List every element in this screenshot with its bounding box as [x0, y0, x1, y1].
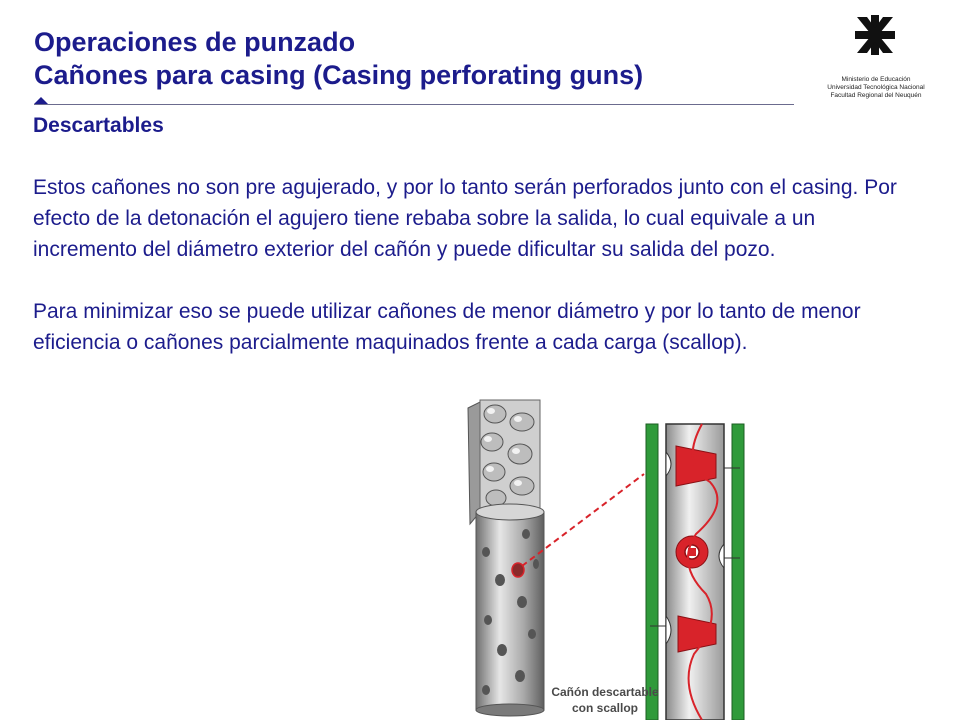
institution-line-2: Universidad Tecnológica Nacional: [827, 84, 925, 91]
perforating-gun-illustration: [440, 394, 770, 720]
caption-line-2: con scallop: [571, 701, 639, 715]
institution-line-1: Ministerio de Educación: [841, 76, 911, 83]
scallop-detail-drawing: [646, 424, 744, 720]
institution-line-3: Facultad Regional del Neuquén: [830, 92, 922, 99]
section-subheading: Descartables: [33, 114, 164, 137]
paragraph-2: Para minimizar eso se puede utilizar cañones de menor diámetro y por lo tanto de menor eficiencia o cañones parcialmente maquinados frente a cada carga (scallop).: [33, 300, 861, 354]
figure-caption: [530, 684, 680, 716]
title-line-1: Operaciones de punzado: [34, 27, 356, 57]
paragraph-1: Estos cañones no son pre agujerado, y por lo tanto serán perforados junto con el casing. Por efecto de la detonación el agujero tiene rebaba sobre la salida, lo cual equivale a un incremento del diámetro exterior del cañón y puede dificultar su salida del pozo.: [33, 176, 897, 261]
utn-logo-icon: [852, 12, 898, 58]
caption-line-1: Cañón descartable: [551, 685, 659, 699]
title-line-2: Cañones para casing (Casing perforating guns): [34, 60, 644, 90]
title-rule-marker: [34, 97, 48, 104]
slide-body: [33, 110, 913, 358]
title-divider: [34, 104, 794, 105]
institution-text: [808, 76, 944, 100]
page-title: [34, 26, 643, 92]
